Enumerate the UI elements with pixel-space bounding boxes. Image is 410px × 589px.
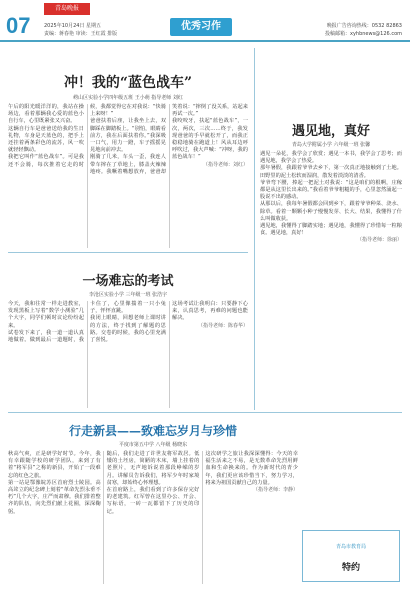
article-body (8, 104, 248, 248)
article-3 (260, 120, 402, 410)
article-title: 行走新县——致难忘岁月与珍惜 (68, 424, 237, 438)
newspaper-logo: 青岛晚报 (44, 3, 90, 15)
article-editor: （指导老师：陈春华） (197, 322, 248, 329)
paragraph: 爸爸扶着后座，让我坐上去，双脚踩在脚踏板上。“别怕，眼睛看前方，我在后面扶着你。”我深吸一口气，用力一蹬，车子摇摇晃晃地向前冲去。 (90, 118, 166, 154)
submission-email: 投稿邮箱：xyhbnews@126.com (324, 31, 402, 37)
article-editor: （指导老师：徐丽） (356, 237, 402, 244)
section-title: 优秀习作 (170, 18, 232, 36)
paragraph: 我咬咬牙，扶起“蓝色战车”，一次，两次，三次……终于，我发现爸爸的手早就松开了，而我正稳稳地骑在跑道上！风从耳边呼呼吹过，我大声喊：“冲呀，我的蓝色战车！” (172, 118, 248, 161)
divider (8, 412, 402, 413)
paragraph: 刚骑了几米，车头一歪，我连人带车摔在了草地上，膝盖火辣辣地疼。我噘着嘴想放弃，爸爸却笑着说：“摔倒了没关系，站起来再试一次。” (90, 104, 248, 175)
article-title: 一场难忘的考试 (82, 274, 174, 289)
paragraph: 遇见一朵花，我学会了欣赏；遇见一本书，我学会了思考；而遇见地，我学会了热爱。 (260, 151, 402, 165)
paragraph: 那年暑假，我跟着爷爷去乡下，第一次真正地接触到了土地。田野里的泥土松软而湿润，散发着淡淡的清香。 (260, 165, 402, 179)
article-byline: 李沧区实验小学 三年级一班 张浩宇 (88, 292, 168, 298)
sponsor-badge (302, 530, 400, 582)
paragraph: 这场考试让我明白：只要静下心来，认真思考，再难的问题也能解决。 (172, 301, 248, 322)
paragraph: 秋高气爽，正是研学好时节。今年，我有幸跟随学校的研学团队，来到了有着“将军县”之称的新县，开始了一段难忘的红色之旅。 (8, 451, 101, 479)
article-title: 冲！我的“蓝色战车” (63, 75, 193, 91)
article-byline: 青岛大学附属小学 六年级一班 张馨 (291, 142, 371, 148)
editor-line: 责编：蒋春艳 审读：王红霞 排版 (44, 31, 118, 37)
article-body (260, 151, 402, 245)
article-body (8, 451, 298, 584)
badge-label: 特约 (341, 563, 360, 573)
paragraph: 试卷发下来了，我一道一道认真地做着。做到最后一道题时，我卡住了，心里像揣着一只小兔子，怦怦直跳。 (8, 301, 166, 344)
article-2 (8, 258, 248, 408)
article-1 (8, 48, 248, 248)
page-number: 07 (6, 13, 31, 38)
paragraph: 从那以后，我每年暑假都会回到乡下，跟着爷爷种菜、浇水、除草。看着一颗颗小种子慢慢发芽、长大、结果，我懂得了什么叫做收获。 (260, 201, 402, 222)
article-body (8, 301, 248, 408)
paragraph: 随后，我们走进了许世友将军故居。低矮的土坯房，简陋的木床，墙上挂着的老照片，无声地诉说着那段峥嵘的岁月。讲解员告诉我们，将军少年时家境贫寒，却始终心怀理想。 (106, 451, 200, 486)
article-editor: （指导老师：刘红） (202, 161, 248, 168)
paragraph: 我闭上眼睛，回想老师上课时讲的方法，终于找到了解题的思路。交卷的时候，我的心里充满了喜悦。 (90, 315, 166, 344)
column-divider (254, 48, 255, 410)
date-line: 2025年10月24日 星期五 (44, 23, 102, 29)
paragraph: 这辆自行车是爸爸送给我的生日礼物，车身是天蓝色的，把手上还挂着两条彩色的流苏，风一吹就轻轻飘动。 (8, 125, 84, 154)
paragraph: 在首府路上，我们看到了许多保存完好的老建筑。红军曾在这里办公、开会、写标语，一砖一瓦都留下了历史的印记。 (106, 487, 200, 515)
article-byline: 平度市第五中学 八年级 杨晓东 (118, 442, 188, 448)
paragraph: 今天，我和往常一样走进教室，发现黑板上写着“数学小测验”几个大字，同学们顿时议论纷纷起来。 (8, 301, 84, 329)
paragraph: 我把它叫作“蓝色战车”。可是我还不会骑，每次推着它走的时候，我都觉得它在对我说：“快骑上来呀！” (8, 104, 166, 168)
paragraph: 遇见地，我懂得了脚踏实地；遇见地，我懂得了珍惜每一粒粮食。遇见地，真好！ (260, 223, 402, 237)
paragraph: 第一站是鄂豫皖苏区首府烈士陵园。高高耸立的纪念碑上刻着“革命先烈永垂不朽”几个大字，庄严而肃穆。我们排着整齐的队伍，向先烈们献上花圈，深深鞠躬。 (8, 479, 101, 515)
article-editor: （指导老师：李静） (252, 487, 298, 494)
paragraph: 这次研学之旅让我深深懂得：今天的幸福生活来之不易，是无数革命先烈用鲜血和生命换来的。作为新时代的青少年，我们更应该珍惜当下，努力学习，将来为祖国贡献自己的力量。 (205, 451, 298, 486)
article-4 (8, 416, 298, 584)
article-title: 遇见地，真好 (291, 124, 370, 139)
divider (8, 252, 248, 253)
hotline: 晚报广告咨询热线：0532 82863 (326, 23, 402, 29)
paragraph: 爷爷弯下腰，捧起一把泥土对我说：“这是咱们的根啊，庄稼都是从这里长出来的。”我看着爷爷粗糙的手，心里忽然涌起一股说不出的感动。 (260, 179, 402, 201)
article-byline: 崂山区实验小学四年级五班 王小萌 指导老师 刘红 (73, 95, 183, 101)
page-header (0, 0, 410, 42)
badge-caption: 青岛市教育局 (335, 544, 366, 550)
paragraph: 午后的阳光暖洋洋的，我站在操场边，看着那辆我心爱的蓝色小自行车，心里既紧张又兴奋。 (8, 104, 84, 125)
